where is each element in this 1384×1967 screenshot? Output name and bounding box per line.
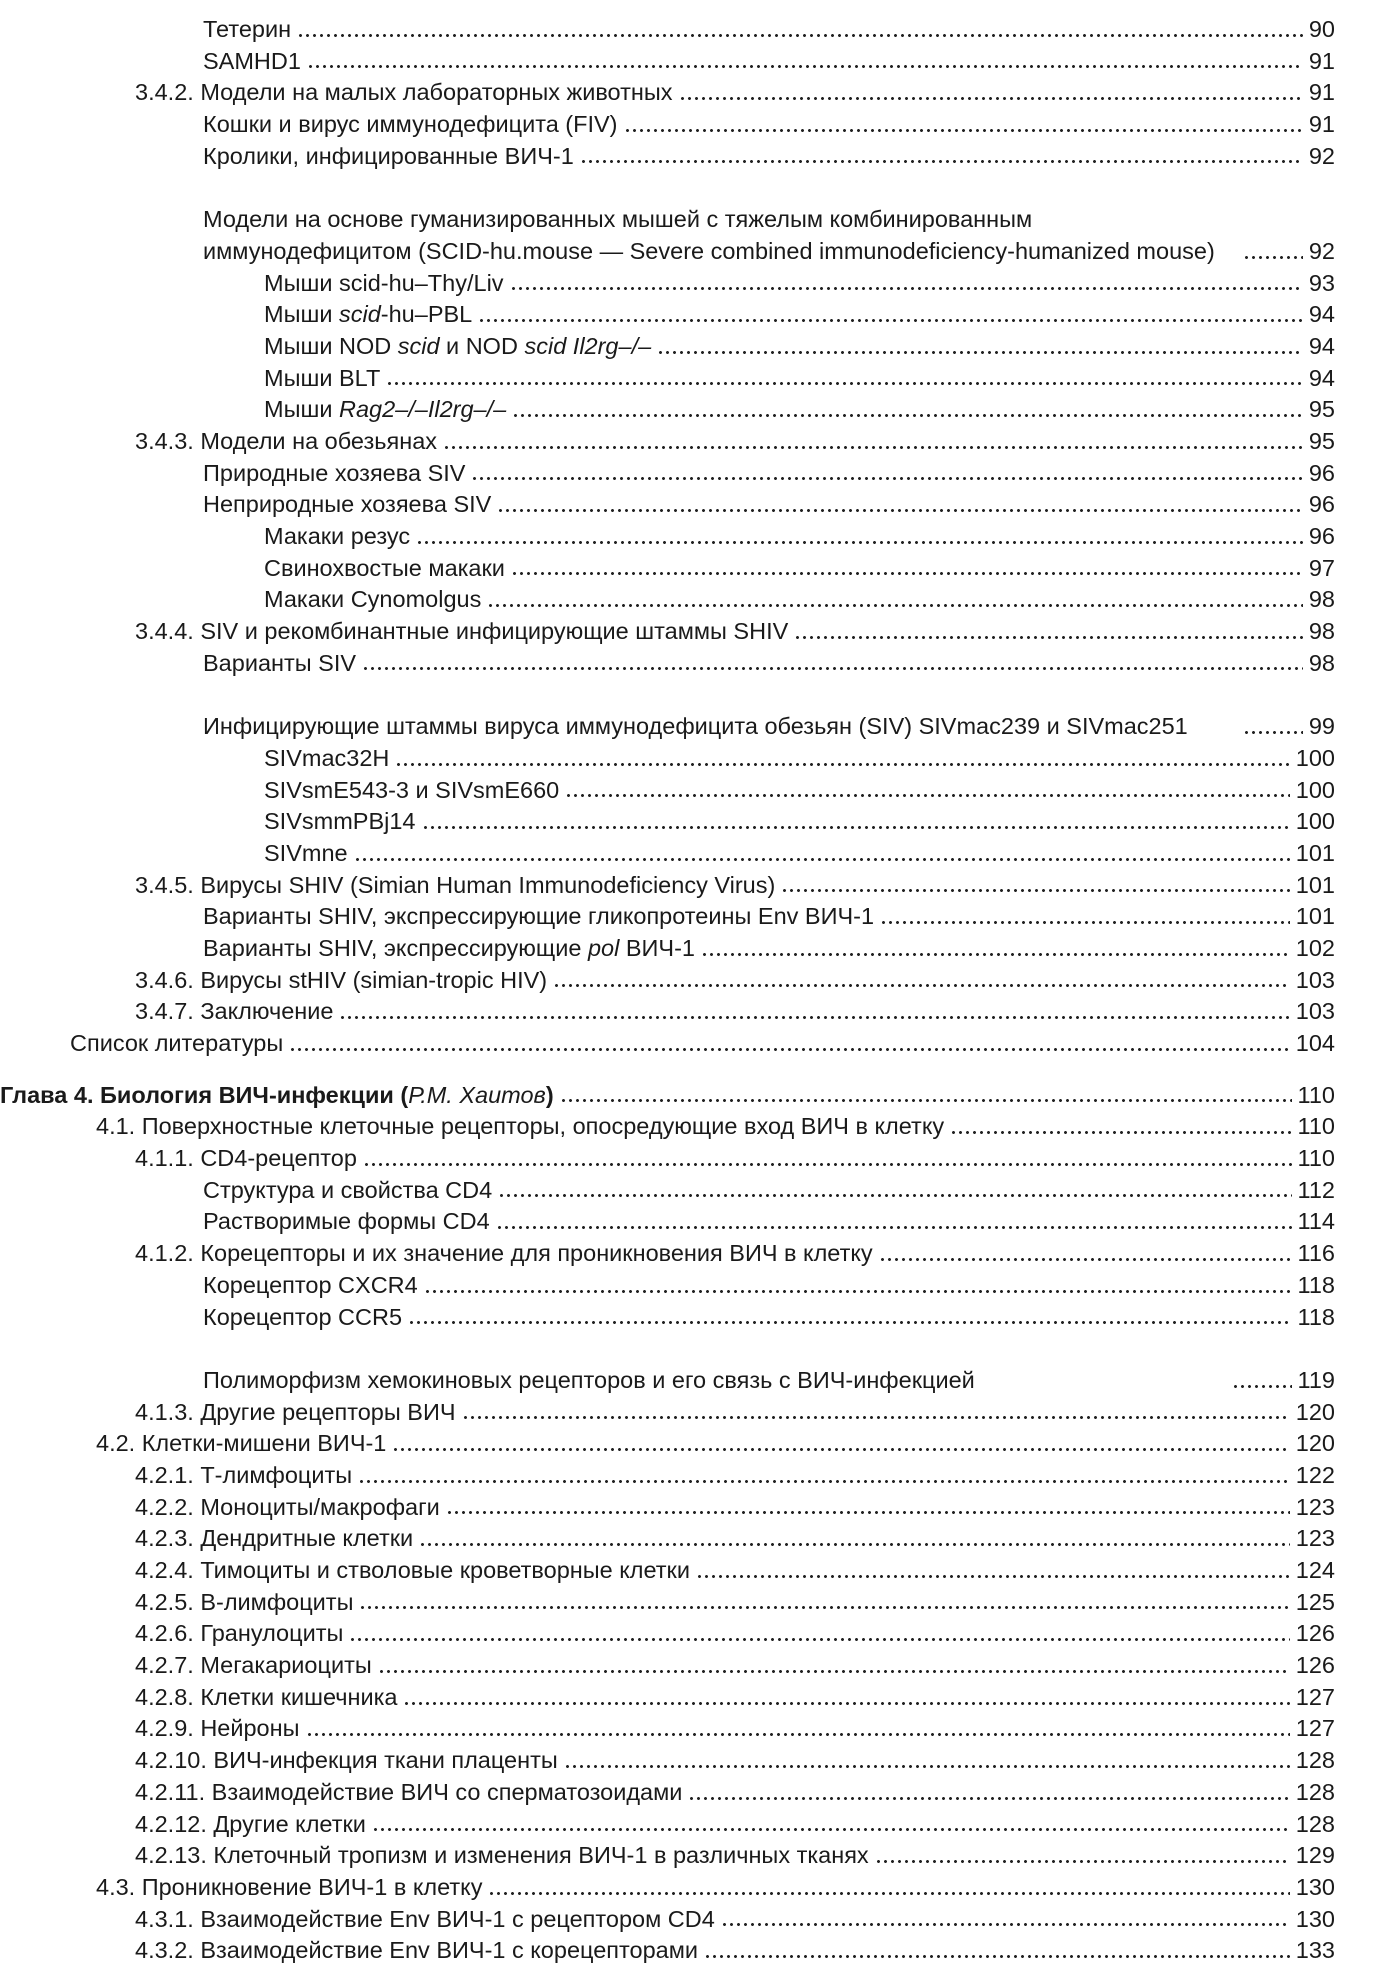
toc-row [0, 901, 1335, 933]
toc-page-number: 123 [1295, 1493, 1335, 1520]
toc-entry-title: Список литературы [70, 1030, 284, 1057]
dot-leader [349, 1621, 1289, 1643]
toc-page-number: 112 [1297, 1176, 1335, 1203]
toc-row [0, 1397, 1335, 1429]
table-of-contents [0, 14, 1335, 1967]
toc-entry-title: 4.2.6. Гранулоциты [135, 1620, 344, 1647]
toc-entry-title: Структура и свойства CD4 [203, 1176, 493, 1203]
toc-page-number: 100 [1295, 776, 1335, 803]
toc-entry-title: 4.2.9. Нейроны [135, 1715, 300, 1742]
toc-page-number: 103 [1295, 966, 1335, 993]
toc-row [0, 616, 1335, 648]
toc-row [0, 965, 1335, 997]
toc-entry-title: 4.2.13. Клеточный тропизм и изменения ВИЧ-1 в различных тканях [135, 1842, 869, 1869]
dot-leader [875, 1843, 1290, 1865]
toc-page-number: 128 [1295, 1778, 1335, 1805]
toc-entry-title: 4.3. Проникновение ВИЧ-1 в клетку [96, 1873, 483, 1900]
toc-row [0, 77, 1335, 109]
toc-row [0, 1238, 1335, 1270]
toc-row [0, 363, 1335, 395]
dot-leader [950, 1114, 1291, 1136]
toc-row [0, 1428, 1335, 1460]
toc-page-number: 96 [1308, 491, 1335, 518]
dot-leader [487, 587, 1303, 609]
toc-row [0, 1682, 1335, 1714]
toc-row [0, 299, 1335, 331]
toc-row [0, 489, 1335, 521]
dot-leader [443, 429, 1303, 451]
toc-page-number: 94 [1308, 364, 1335, 391]
toc-page-number: 110 [1297, 1145, 1335, 1172]
toc-entry-title: 4.2.3. Дендритные клетки [135, 1525, 414, 1552]
toc-page-number: 98 [1308, 649, 1335, 676]
dot-leader [408, 1304, 1291, 1326]
toc-page-number: 101 [1295, 903, 1335, 930]
dot-leader [511, 555, 1303, 577]
toc-entry-title: 4.2.7. Мегакариоциты [135, 1652, 372, 1679]
toc-row [0, 394, 1335, 426]
dot-leader [306, 1716, 1290, 1738]
toc-page-number: 104 [1295, 1030, 1335, 1057]
toc-row [0, 1809, 1335, 1841]
toc-row [0, 14, 1335, 46]
toc-entry-title: 4.2.8. Клетки кишечника [135, 1683, 398, 1710]
toc-page-number: 130 [1295, 1905, 1335, 1932]
toc-page-number: 130 [1295, 1873, 1335, 1900]
toc-page-number: 125 [1295, 1588, 1335, 1615]
toc-entry-title: Тетерин [203, 15, 292, 42]
toc-row [0, 1270, 1335, 1302]
toc-row [0, 1935, 1335, 1967]
dot-leader [422, 809, 1290, 831]
toc-row [0, 1143, 1335, 1175]
toc-entry-title: 4.3.1. Взаимодействие Env ВИЧ-1 с рецептором CD4 [135, 1905, 715, 1932]
toc-entry-title: Мыши scid-hu–PBL [264, 301, 473, 328]
toc-row [0, 268, 1335, 300]
toc-page-number: 110 [1297, 1081, 1335, 1108]
toc-page-number: 119 [1297, 1366, 1335, 1393]
toc-page-number: 91 [1308, 111, 1335, 138]
toc-row [0, 1714, 1335, 1746]
toc-row [0, 996, 1335, 1028]
toc-page-number: 92 [1308, 142, 1335, 169]
dot-leader [424, 1273, 1292, 1295]
toc-row [0, 1492, 1335, 1524]
toc-row [0, 1650, 1335, 1682]
toc-row [0, 46, 1335, 78]
toc-entry-title: SIVmne [264, 839, 348, 866]
toc-entry-title: SIVsmmPBj14 [264, 808, 416, 835]
dot-leader [297, 17, 1303, 39]
dot-leader [1243, 714, 1303, 736]
toc-entry-title: Макаки Cynomolgus [264, 586, 482, 613]
toc-page-number: 123 [1295, 1525, 1335, 1552]
dot-leader [354, 841, 1290, 863]
dot-leader [488, 1875, 1289, 1897]
toc-entry-title: SAMHD1 [203, 47, 301, 74]
toc-page-number: 120 [1295, 1430, 1335, 1457]
toc-row [0, 331, 1335, 363]
toc-row [0, 521, 1335, 553]
toc-entry-title: Модели на основе гуманизированных мышей с тяжелым комбинированным иммунодефицитом (SCID-hu.mouse — Severe combined immunodeficiency-humanized mouse) [203, 206, 1215, 264]
toc-row [0, 1206, 1335, 1238]
toc-row [0, 458, 1335, 490]
toc-row [0, 1555, 1335, 1587]
toc-row [0, 838, 1335, 870]
toc-entry-title: Неприродные хозяева SIV [203, 491, 492, 518]
dot-leader [363, 1146, 1292, 1168]
toc-entry-title: 4.2. Клетки-мишени ВИЧ-1 [96, 1430, 387, 1457]
toc-row [0, 1111, 1335, 1143]
toc-entry-title: Свинохвостые макаки [264, 554, 505, 581]
toc-row [0, 1460, 1335, 1492]
toc-entry-title: 4.1.1. CD4-рецептор [135, 1145, 357, 1172]
toc-page-number: 128 [1295, 1810, 1335, 1837]
toc-row [0, 426, 1335, 458]
toc-entry-title: Инфицирующие штаммы вируса иммунодефицита обезьян (SIV) SIVmac239 и SIVmac251 [203, 713, 1188, 740]
toc-page-number: 122 [1295, 1461, 1335, 1488]
toc-entry-title: Глава 4. Биология ВИЧ-инфекции (Р.М. Хаитов) [0, 1081, 554, 1108]
toc-entry-title: Корецептор CCR5 [203, 1303, 403, 1330]
dot-leader [553, 967, 1290, 989]
toc-entry-title: Кошки и вирус иммунодефицита (FIV) [203, 111, 618, 138]
dot-leader [289, 1031, 1290, 1053]
toc-entry-title: 4.3.2. Взаимодействие Env ВИЧ-1 с корецепторами [135, 1937, 699, 1964]
toc-row [0, 648, 1335, 680]
dot-leader [358, 1463, 1290, 1485]
dot-leader [688, 1780, 1289, 1802]
toc-page-number: 110 [1297, 1113, 1335, 1140]
toc-entry-title: Мыши scid-hu–Thy/Liv [264, 269, 504, 296]
toc-row [0, 1523, 1335, 1555]
toc-entry-title: Мыши NOD scid и NOD scid Il2rg–/– [264, 332, 652, 359]
dot-leader [416, 524, 1303, 546]
dot-leader [880, 904, 1290, 926]
toc-entry-title: 3.4.3. Модели на обезьянах [135, 427, 438, 454]
toc-row [0, 1175, 1335, 1207]
toc-page-number: 116 [1297, 1240, 1335, 1267]
toc-entry-title: 4.2.5. В-лимфоциты [135, 1588, 354, 1615]
toc-entry-title: 3.4.6. Вирусы stHIV (simian-tropic HIV) [135, 966, 548, 993]
toc-entry-title: 4.2.11. Взаимодействие ВИЧ со сперматозоидами [135, 1778, 683, 1805]
toc-page-number: 94 [1308, 301, 1335, 328]
toc-page-number: 90 [1308, 15, 1335, 42]
toc-entry-title: Кролики, инфицированные ВИЧ-1 [203, 142, 574, 169]
toc-row [0, 679, 1335, 742]
toc-entry-title: Макаки резус [264, 523, 411, 550]
toc-page-number: 101 [1295, 871, 1335, 898]
toc-page-number: 93 [1308, 269, 1335, 296]
toc-row [0, 1745, 1335, 1777]
toc-row [0, 743, 1335, 775]
toc-row [0, 1302, 1335, 1334]
toc-page-number: 126 [1295, 1652, 1335, 1679]
toc-entry-title: Варианты SHIV, экспрессирующие гликопротеины Env ВИЧ-1 [203, 903, 875, 930]
dot-leader [1232, 1368, 1292, 1390]
dot-leader [372, 1811, 1290, 1833]
toc-page-number: 92 [1308, 237, 1335, 264]
toc-row [0, 775, 1335, 807]
toc-page-number: 129 [1295, 1842, 1335, 1869]
toc-page-number: 127 [1295, 1715, 1335, 1742]
toc-entry-title: Варианты SIV [203, 649, 357, 676]
toc-entry-title: Варианты SHIV, экспрессирующие pol ВИЧ-1 [203, 934, 695, 961]
dot-leader [794, 619, 1303, 641]
toc-page-number: 99 [1308, 713, 1335, 740]
dot-leader [446, 1494, 1290, 1516]
toc-row [0, 1904, 1335, 1936]
dot-leader [378, 1653, 1290, 1675]
dot-leader [580, 143, 1303, 165]
toc-row [0, 1587, 1335, 1619]
toc-page-number: 126 [1295, 1620, 1335, 1647]
toc-row [0, 172, 1335, 267]
dot-leader [497, 492, 1303, 514]
toc-entry-title: 4.2.10. ВИЧ-инфекция ткани плаценты [135, 1747, 558, 1774]
dot-leader [565, 777, 1290, 799]
dot-leader [781, 872, 1289, 894]
toc-page-number: 98 [1308, 586, 1335, 613]
toc-page-number: 95 [1308, 427, 1335, 454]
toc-page-number: 128 [1295, 1747, 1335, 1774]
toc-page-number: 94 [1308, 332, 1335, 359]
toc-page-number: 118 [1297, 1271, 1335, 1298]
dot-leader [498, 1177, 1291, 1199]
toc-entry-title: SIVmac32H [264, 744, 390, 771]
toc-entry-title: 4.2.4. Тимоциты и стволовые кроветворные клетки [135, 1557, 690, 1584]
dot-leader [510, 270, 1303, 292]
dot-leader [560, 1082, 1292, 1104]
toc-entry-title: SIVsmE543-3 и SIVsmE660 [264, 776, 560, 803]
toc-entry-title: 4.2.12. Другие клетки [135, 1810, 366, 1837]
toc-page-number: 127 [1295, 1683, 1335, 1710]
dot-leader [564, 1748, 1290, 1770]
toc-entry-title: Растворимые формы CD4 [203, 1208, 490, 1235]
toc-page-number: 120 [1295, 1398, 1335, 1425]
dot-leader [512, 397, 1303, 419]
dot-leader [879, 1241, 1292, 1263]
dot-leader [478, 302, 1303, 324]
toc-row [0, 584, 1335, 616]
toc-row [0, 1028, 1335, 1060]
toc-entry-title: Корецептор CXCR4 [203, 1271, 418, 1298]
dot-leader [496, 1209, 1292, 1231]
dot-leader [1243, 239, 1303, 261]
dot-leader [339, 999, 1289, 1021]
toc-page-number: 96 [1308, 523, 1335, 550]
toc-row [0, 1333, 1335, 1396]
toc-entry-title: 4.1.3. Другие рецепторы ВИЧ [135, 1398, 456, 1425]
toc-entry-title: 3.4.4. SIV и рекомбинантные инфицирующие штаммы SHIV [135, 618, 789, 645]
toc-page-number: 100 [1295, 808, 1335, 835]
dot-leader [462, 1399, 1290, 1421]
toc-row [0, 1618, 1335, 1650]
dot-leader [307, 48, 1303, 70]
toc-page-number: 98 [1308, 618, 1335, 645]
toc-entry-title: 3.4.5. Вирусы SHIV (Simian Human Immunodeficiency Virus) [135, 871, 776, 898]
toc-row [0, 806, 1335, 838]
toc-row [0, 933, 1335, 965]
dot-leader [359, 1589, 1289, 1611]
toc-page-number: 133 [1295, 1937, 1335, 1964]
toc-page-number: 101 [1295, 839, 1335, 866]
toc-row [0, 553, 1335, 585]
toc-chapter-row [0, 1080, 1335, 1112]
toc-row [0, 1840, 1335, 1872]
dot-leader [624, 112, 1303, 134]
dot-leader [704, 1938, 1290, 1960]
toc-page-number: 96 [1308, 459, 1335, 486]
toc-page-number: 118 [1297, 1303, 1335, 1330]
dot-leader [403, 1685, 1289, 1707]
dot-leader [721, 1906, 1290, 1928]
toc-page-number: 91 [1308, 47, 1335, 74]
dot-leader [701, 936, 1290, 958]
toc-entry-title: Полиморфизм хемокиновых рецепторов и его связь с ВИЧ-инфекцией [203, 1366, 975, 1393]
dot-leader [679, 80, 1303, 102]
toc-entry-title: Природные хозяева SIV [203, 459, 466, 486]
toc-page-number: 102 [1295, 934, 1335, 961]
toc-row [0, 1777, 1335, 1809]
toc-entry-title: 4.1. Поверхностные клеточные рецепторы, опосредующие вход ВИЧ в клетку [96, 1113, 945, 1140]
toc-page-number: 124 [1295, 1557, 1335, 1584]
toc-row [0, 870, 1335, 902]
toc-page-number: 100 [1295, 744, 1335, 771]
toc-page-number: 95 [1308, 396, 1335, 423]
toc-entry-title: 3.4.2. Модели на малых лабораторных животных [135, 79, 673, 106]
toc-entry-title: Мыши Rag2–/–Il2rg–/– [264, 396, 507, 423]
dot-leader [386, 365, 1303, 387]
toc-entry-title: Мыши BLT [264, 364, 381, 391]
toc-page-number: 91 [1308, 79, 1335, 106]
toc-page-number: 114 [1297, 1208, 1335, 1235]
dot-leader [395, 746, 1289, 768]
dot-leader [696, 1558, 1290, 1580]
toc-row [0, 1872, 1335, 1904]
dot-leader [392, 1431, 1289, 1453]
toc-entry-title: 4.2.2. Моноциты/макрофаги [135, 1493, 440, 1520]
toc-page-number: 103 [1295, 998, 1335, 1025]
toc-entry-title: 3.4.7. Заключение [135, 998, 334, 1025]
toc-entry-title: 4.2.1. Т-лимфоциты [135, 1461, 353, 1488]
toc-entry-title: 4.1.2. Корецепторы и их значение для проникновения ВИЧ в клетку [135, 1240, 873, 1267]
toc-page-number: 97 [1308, 554, 1335, 581]
dot-leader [657, 334, 1303, 356]
dot-leader [419, 1526, 1290, 1548]
dot-leader [471, 460, 1302, 482]
toc-row [0, 141, 1335, 173]
dot-leader [362, 650, 1303, 672]
toc-row [0, 109, 1335, 141]
